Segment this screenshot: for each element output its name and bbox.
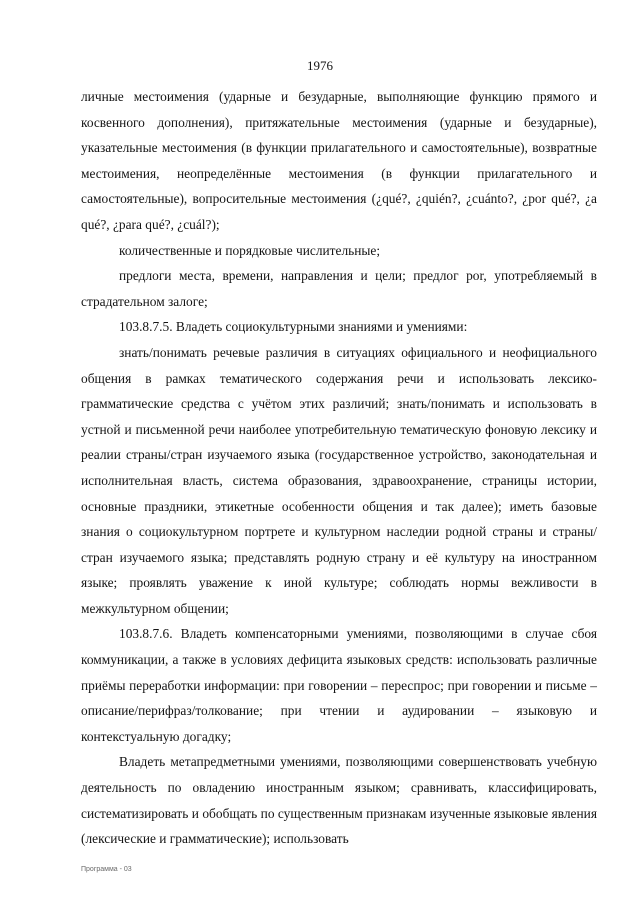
paragraph-sociocultural-heading: 103.8.7.5. Владеть социокультурными знаниями и умениями: <box>119 319 468 335</box>
footer-label: Программа - 03 <box>81 866 132 873</box>
paragraph-compensatory: 103.8.7.6. Владеть компенсаторными умениями, позволяющими в случае сбоя коммуникации, а также в условиях дефицита языковых средств: использовать различные приёмы переработки информации: при говорении – переспрос; при говорении и письме – описание/перифраз/толкование; при чтении и аудировании – языковую и контекстуальную догадку; <box>81 626 597 744</box>
paragraph-metasubject: Владеть метапредметными умениями, позволяющими совершенствовать учебную деятельность по овладению иностранным языком; сравнивать, классифицировать, систематизировать и обобщать по существенным признакам изученные языковые явления (лексические и грамматические); использовать <box>81 754 597 847</box>
paragraph-numerals: количественные и порядковые числительные; <box>119 242 381 258</box>
paragraph-pronouns: личные местоимения (ударные и безударные, выполняющие функцию прямого и косвенного дополнения), притяжательные местоимения (ударные и безударные), указательные местоимения (в функции прилагательного и самостоятельные), возвратные местоимения, неопределённые местоимения (в функции прилагательного и самостоятельные), вопросительные местоимения (¿qué?, ¿quién?, ¿cuánto?, ¿por qué?, ¿a qué?, ¿para qué?, ¿cuál?); <box>81 89 597 232</box>
paragraph-prepositions: предлоги места, времени, направления и цели; предлог por, употребляемый в страдательном залоге; <box>81 268 597 309</box>
paragraph-sociocultural-body: знать/понимать речевые различия в ситуациях официального и неофициального общения в рамках тематического содержания речи и использовать лексико-грамматические средства с учётом этих различий; знать/понимать и использовать в устной и письменной речи наиболее употребительную тематическую фоновую лексику и реалии страны/стран изучаемого языка (государственное устройство, законодательная и исполнительная власть, система образования, здравоохранение, страницы истории, основные праздники, этикетные особенности общения и так далее); иметь базовые знания о социокультурном портрете и культурном наследии родной страны и страны/стран изучаемого языка; представлять родную страну и её культуру на иностранном языке; проявлять уважение к иной культуре; соблюдать нормы вежливости в межкультурном общении; <box>81 344 597 616</box>
page-number: 1976 <box>307 58 333 73</box>
document-body <box>81 84 597 852</box>
